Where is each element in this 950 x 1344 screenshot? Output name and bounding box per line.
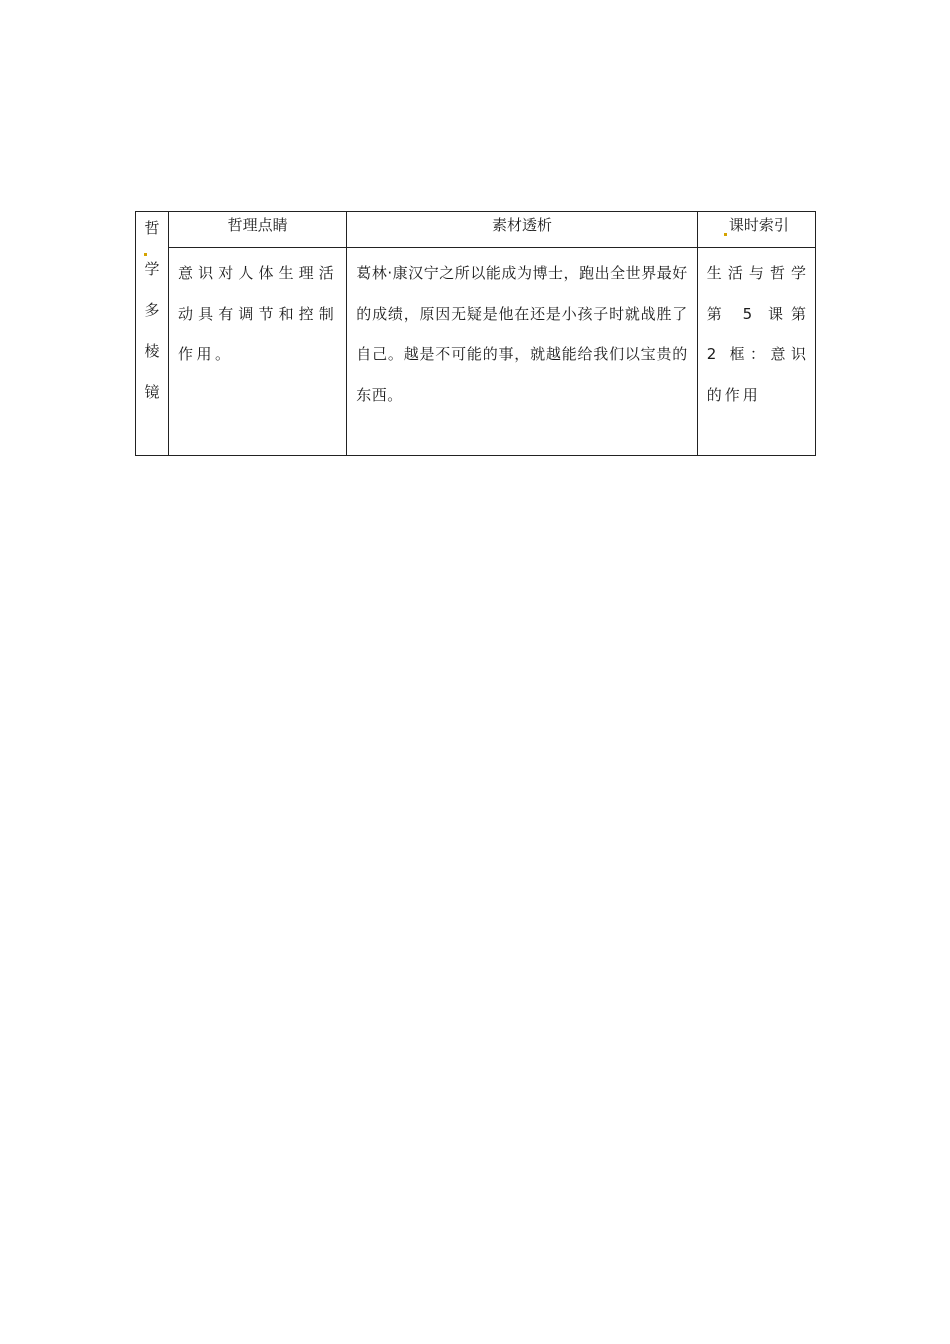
index-cell	[697, 248, 815, 456]
header-point: 哲理点睛	[169, 212, 347, 248]
lesson-table	[135, 211, 816, 456]
table-header-row	[136, 212, 816, 248]
side-label-char: 镜	[144, 383, 160, 401]
header-material: 素材透析	[347, 212, 698, 248]
side-label-char: 学	[144, 260, 160, 278]
header-index: 课时索引	[728, 216, 789, 234]
side-label	[136, 212, 168, 421]
index-text: 生活与哲学第 5 课第 2 框：意识的作用	[706, 264, 809, 404]
side-label-char: 多	[144, 301, 160, 319]
side-label-cell	[136, 212, 169, 456]
header-index-cell	[697, 212, 815, 248]
side-label-char: 棱	[144, 342, 160, 360]
material-cell	[347, 248, 698, 456]
material-text: 葛林·康汉宁之所以能成为博士，跑出全世界最好的成绩，原因无疑是他在还是小孩子时就战胜了自己。越是不可能的事，就越能给我们以宝贵的东西。	[356, 264, 688, 404]
marker-dot	[144, 253, 147, 256]
point-cell	[169, 248, 347, 456]
side-label-char: 哲	[144, 219, 160, 237]
table-row	[136, 248, 816, 456]
point-text: 意识对人体生理活动具有调节和控制作用。	[178, 264, 338, 363]
marker-dot	[724, 233, 727, 236]
